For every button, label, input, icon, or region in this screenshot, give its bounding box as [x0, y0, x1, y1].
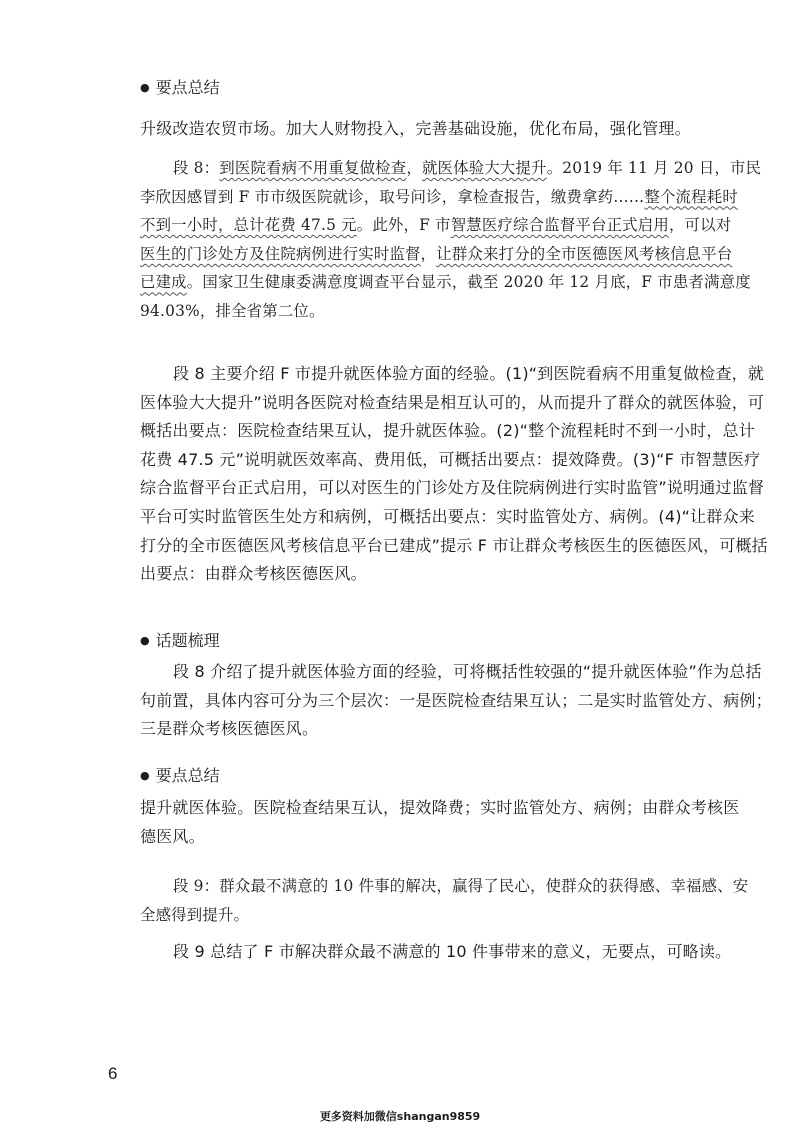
p8-line-3: 不到一小时，总计花费 47.5 元。此外，F 市智慧医疗综合监督平台正式启用，可以对: [140, 216, 732, 235]
bullet-icon: ●: [140, 81, 150, 94]
key-points-text-2: 提升就医体验。医院检查结果互认，提效降费；实时监管处方、病例；由群众考核医 德医风。: [140, 798, 740, 846]
p8-line-6: 94.03%，排全省第二位。: [140, 301, 325, 320]
p8-line-5: 已建成。国家卫生健康委满意度调查平台显示，截至 2020 年 12 月底，F 市患者满意度: [140, 273, 751, 292]
paragraph-8-source: [140, 154, 762, 326]
key-points-text-1: 升级改造农贸市场。加大人财物投入，完善基础设施，优化布局，强化管理。: [140, 119, 691, 138]
section-heading-key-points-2: ● 要点总结: [140, 766, 220, 785]
topic-outline-text: 段 8 介绍了提升就医体验方面的经验，可将概括性较强的“提升就医体验”作为总括 句前置，具体内容可分为三个层次：一是医院检查结果互认；二是实时监管处方、病例； 三是群众考核医德医风。: [140, 662, 772, 739]
section-heading-topic-outline: ● 话题梳理: [140, 631, 220, 650]
footer-note: 更多资料加微信shangan9859: [319, 1110, 481, 1123]
bullet-icon: ●: [140, 769, 150, 782]
section-heading-key-points-1: ● 要点总结: [140, 78, 220, 97]
paragraph-8-analysis: 段 8 主要介绍 F 市提升就医体验方面的经验。(1)“到医院看病不用重复做检查，就 医体验大大提升”说明各医院对检查结果是相互认可的，从而提升了群众的就医体验，可 概括出要点：医院检查结果互认，提升就医体验。(2)“整个流程耗时不到一小时，总计 花费 47.5 元”说明就医效率高、费用低，可概括出要点：提效降费。(3)“F 市智慧医疗 综合监督平台正式启用，可以对医生的门诊处方及住院病例进行实时监管”说明通过监督 平台可实时监管医生处方和病例，可概括出要点：实时监管处方、病例。(4)“让群众来 打分的全市医德医风考核信息平台已建成”提示 F 市让群众考核医生的医德医风，可概括 出要点：由群众考核医德医风。: [140, 364, 768, 584]
p8-line-2: 李欣因感冒到 F 市市级医院就诊，取号问诊，拿检查报告，缴费拿药……整个流程耗时: [140, 187, 738, 206]
p8-line-1: 段 8：到医院看病不用重复做检查，就医体验大大提升。2019 年 11 月 20 日，市民: [173, 159, 762, 177]
bullet-icon: ●: [140, 634, 150, 647]
paragraph-9-analysis: 段 9 总结了 F 市解决群众最不满意的 10 件事带来的意义，无要点，可略读。: [173, 942, 732, 961]
paragraph-9-source: 段 9：群众最不满意的 10 件事的解决，赢得了民心，使群众的获得感、幸福感、安 全感得到提升。: [140, 877, 749, 924]
p8-line-4: 医生的门诊处方及住院病例进行实时监督，让群众来打分的全市医德医风考核信息平台: [140, 244, 733, 263]
page-number: 6: [108, 1064, 118, 1083]
